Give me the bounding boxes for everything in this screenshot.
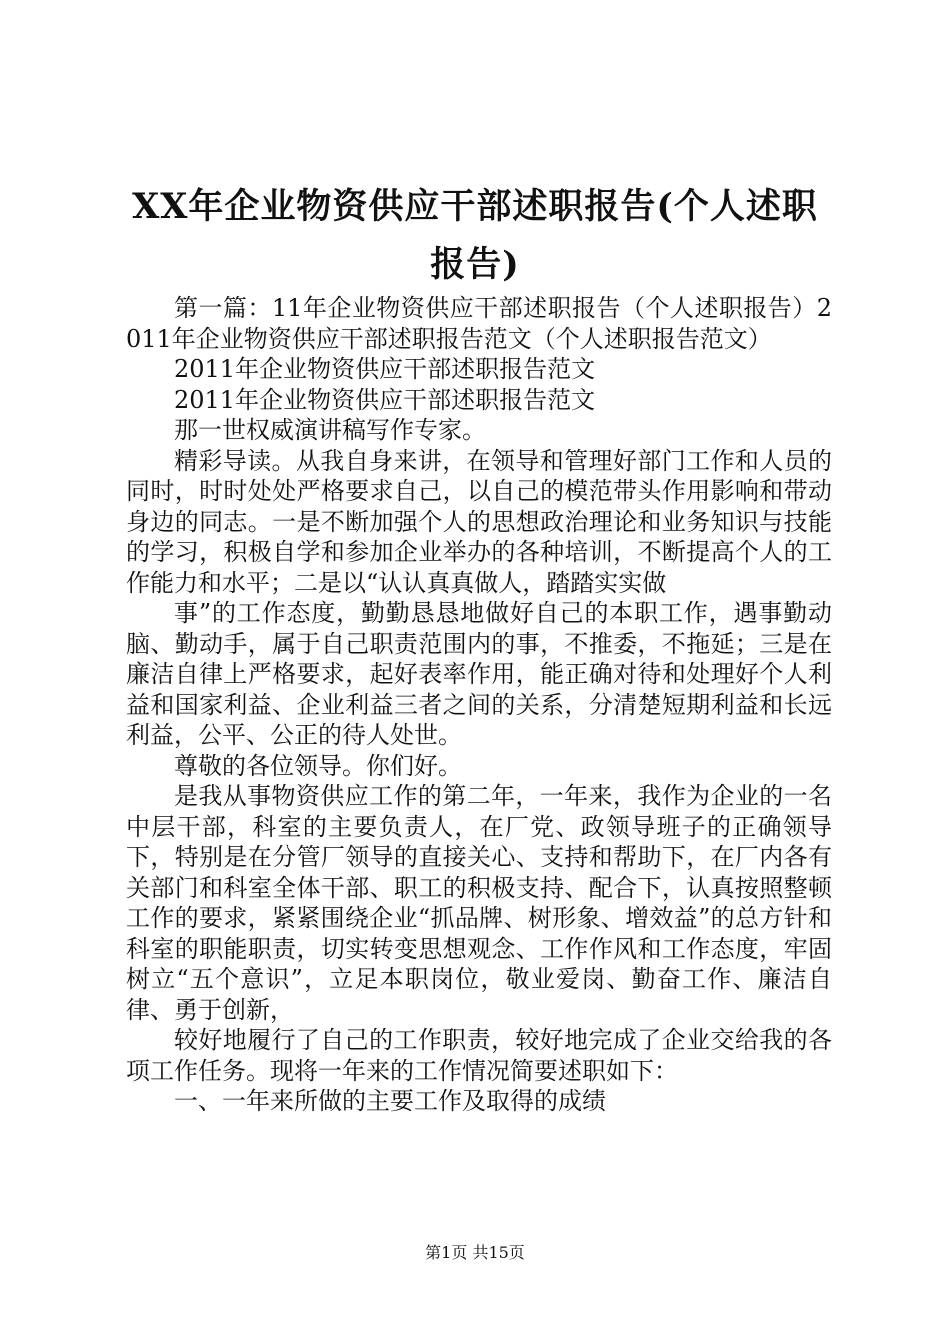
paragraph: 第一篇：11年企业物资供应干部述职报告（个人述职报告）2011年企业物资供应干部述职报告范文（个人述职报告范文）	[126, 294, 832, 353]
paragraph: 2011年企业物资供应干部述职报告范文	[174, 385, 596, 414]
section-heading: 一、一年来所做的主要工作及取得的成绩	[174, 1087, 606, 1115]
page-footer: 第1页 共15页	[425, 1243, 525, 1262]
paragraph: 较好地履行了自己的工作职责，较好地完成了企业交给我的各项工作任务。现将一年来的工作情况简要述职如下：	[126, 1026, 832, 1085]
paragraph: 2011年企业物资供应干部述职报告范文	[174, 355, 596, 383]
paragraph: 精彩导读。从我自身来讲，在领导和管理好部门工作和人员的同时，时时处处严格要求自己，以自己的模范带头作用影响和带动身边的同志。一是不断加强个人的思想政治理论和业务知识与技能的学习，积极自学和参加企业举办的各种培训，不断提高个人的工作能力和水平；二是以“认认真真做人，踏踏实实做	[126, 446, 832, 597]
paragraph: 事”的工作态度，勤勤恳恳地做好自己的本职工作，遇事勤动脑、勤动手，属于自己职责范围内的事，不推委，不拖延；三是在廉洁自律上严格要求，起好表率作用，能正确对待和处理好个人利益和国家利益、企业利益三者之间的关系，分清楚短期利益和长远利益，公平、公正的待人处世。	[126, 599, 832, 749]
paragraph: 那一世权威演讲稿写作专家。	[174, 416, 486, 444]
document-body	[126, 293, 832, 1117]
page-title: XX年企业物资供应干部述职报告(个人述职报告)	[132, 186, 818, 285]
paragraph: 尊敬的各位领导。你们好。	[174, 751, 462, 780]
paragraph: 是我从事物资供应工作的第二年，一年来，我作为企业的一名中层干部，科室的主要负责人，在厂党、政领导班子的正确领导下，特别是在分管厂领导的直接关心、支持和帮助下，在厂内各有关部门和科室全体干部、职工的积极支持、配合下，认真按照整顿工作的要求，紧紧围绕企业“抓品牌、树形象、增效益”的总方针和科室的职能职责，切实转变思想观念、工作作风和工作态度，牢固树立“五个意识”，立足本职岗位，敬业爱岗、勤奋工作、廉洁自律、勇于创新，	[126, 782, 832, 1024]
